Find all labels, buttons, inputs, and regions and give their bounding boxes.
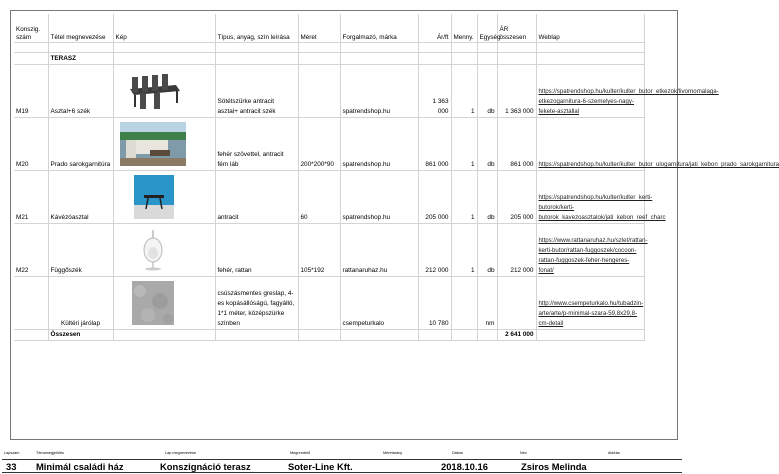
row-image [113, 118, 215, 171]
total-row [14, 330, 644, 341]
title-block-bottom-line [2, 472, 682, 473]
total-value: 2 641 000 [497, 330, 536, 341]
row-code: M19 [14, 65, 48, 118]
row-code: M21 [14, 171, 48, 224]
author-name: Zsiros Melinda [521, 461, 587, 472]
label-name: Név [520, 451, 527, 455]
row-web-link[interactable]: https://spatrendshop.hu/kulter/kulter_butor_etkezok/livornomalaga-etkezogarnitura-6-szemelyes-nagy-fekete-asztallal [536, 65, 644, 118]
table-row [14, 65, 644, 118]
row-item: Kültéri járólap [48, 277, 113, 330]
row-code: M22 [14, 224, 48, 277]
tile-photo [120, 281, 186, 325]
total-label: Összesen [48, 330, 113, 341]
row-unit: nm [477, 277, 497, 330]
title-block-divider [2, 459, 682, 460]
row-code: M20 [14, 118, 48, 171]
label-designer: Megrendelő [290, 451, 311, 455]
label-title: Témamegjelölés [36, 451, 64, 455]
label-date: Dátum [452, 451, 464, 455]
row-image [113, 171, 215, 224]
row-web-link[interactable]: http://www.csempeturkalo.hu/tubadzin-arte/arte/p-minimal-szara-59,8x29,8-cm-detail [536, 277, 644, 330]
row-image [113, 65, 215, 118]
label-sheet: Lapszám [4, 451, 20, 455]
header-image: Kép [113, 14, 215, 43]
row-total: 212 000 [497, 224, 536, 277]
row-code [14, 277, 48, 330]
row-vendor: spatrendshop.hu [340, 171, 418, 224]
page-name: Konszignáció terasz [160, 461, 251, 472]
row-vendor: rattanaruhaz.hu [340, 224, 418, 277]
row-qty: 1 [451, 118, 477, 171]
header-qty: Menny. [451, 14, 477, 43]
row-total: 1 363 000 [497, 65, 536, 118]
row-qty: 1 [451, 224, 477, 277]
header-web: Weblap [536, 14, 644, 43]
row-size: 60 [298, 171, 340, 224]
row-total: 205 000 [497, 171, 536, 224]
row-image [113, 277, 215, 330]
header-item: Tétel megnevezése [48, 14, 113, 43]
title-block [0, 450, 684, 474]
header-vendor: Forgalmazó, márka [340, 14, 418, 43]
hanging-chair-photo [120, 228, 186, 272]
table-row [14, 118, 644, 171]
blank-row [14, 43, 644, 53]
header-unit: Egység [477, 14, 497, 43]
row-size [298, 277, 340, 330]
row-unit: db [477, 171, 497, 224]
header-type: Típus, anyag, szín leírása [215, 14, 298, 43]
header-total: ÁR összesen [497, 14, 536, 43]
row-vendor: spatrendshop.hu [340, 118, 418, 171]
coffee-table-photo [120, 175, 186, 219]
label-scale: Méretarány [383, 451, 403, 455]
row-price: 205 000 [418, 171, 451, 224]
header-price: Ár/ft [418, 14, 451, 43]
designer-name: Soter-Line Kft. [288, 461, 353, 472]
row-size: 105*192 [298, 224, 340, 277]
project-title: Minimál családi ház [36, 461, 124, 472]
sheet-number: 33 [6, 461, 17, 472]
row-price: 10 780 [418, 277, 451, 330]
row-web-link[interactable]: https://www.rattanaruhaz.hu/szlet/rattan-kerti-butor/rattan-fuggoszek/cocoon-rattan-fuggoszek-feher-hengeres-fonat/ [536, 224, 644, 277]
row-type: fehér szövettel, antracit fém láb [215, 118, 298, 171]
row-type: fehér, rattan [215, 224, 298, 277]
row-type: csúszásmentes greslap, 4-es kopásállóságú, fagyálló, 1*1 méter, középszürke színben [215, 277, 298, 330]
row-price: 212 000 [418, 224, 451, 277]
consignation-table [14, 14, 779, 341]
label-page: Lap megnevezése [165, 451, 197, 455]
row-qty [451, 277, 477, 330]
row-web-link[interactable]: https://spatrendshop.hu/kulter/kulter_butor_ulogarnitura/jati_kebon_prado_sarokgarnitura [536, 118, 644, 171]
row-type: Sötétszürke antracit asztal+ antracit szék [215, 65, 298, 118]
row-total: 861 000 [497, 118, 536, 171]
table-row [14, 224, 644, 277]
row-unit: db [477, 65, 497, 118]
dining-set-photo [120, 69, 186, 113]
row-item: Prado sarokgarnitúra [48, 118, 113, 171]
row-item: Kávézóasztal [48, 171, 113, 224]
section-row [14, 53, 644, 65]
row-image [113, 224, 215, 277]
row-vendor: csempeturkalo [340, 277, 418, 330]
row-item: Asztal+6 szék [48, 65, 113, 118]
row-qty: 1 [451, 171, 477, 224]
row-price: 861 000 [418, 118, 451, 171]
row-size [298, 65, 340, 118]
header-code: Konszig. szám [14, 14, 48, 43]
row-qty: 1 [451, 65, 477, 118]
date-value: 2018.10.16 [441, 461, 488, 472]
header-row [14, 14, 644, 43]
section-title: TERASZ [48, 53, 113, 65]
row-web-link[interactable]: https://spatrendshop.hu/kulter/kulter_kerti-butorok/kerti-butorok_kavezoasztalok/jati_kebon_reef_charc [536, 171, 644, 224]
row-vendor: spatrendshop.hu [340, 65, 418, 118]
row-item: Függőszék [48, 224, 113, 277]
row-type: antracit [215, 171, 298, 224]
header-size: Méret [298, 14, 340, 43]
row-total [497, 277, 536, 330]
row-unit: db [477, 224, 497, 277]
table-row [14, 171, 644, 224]
row-size: 200*200*90 [298, 118, 340, 171]
row-unit: db [477, 118, 497, 171]
corner-sofa-photo [120, 122, 186, 166]
table-row [14, 277, 644, 330]
row-price: 1 363 000 [418, 65, 451, 118]
label-signature: Aláírás [608, 451, 620, 455]
